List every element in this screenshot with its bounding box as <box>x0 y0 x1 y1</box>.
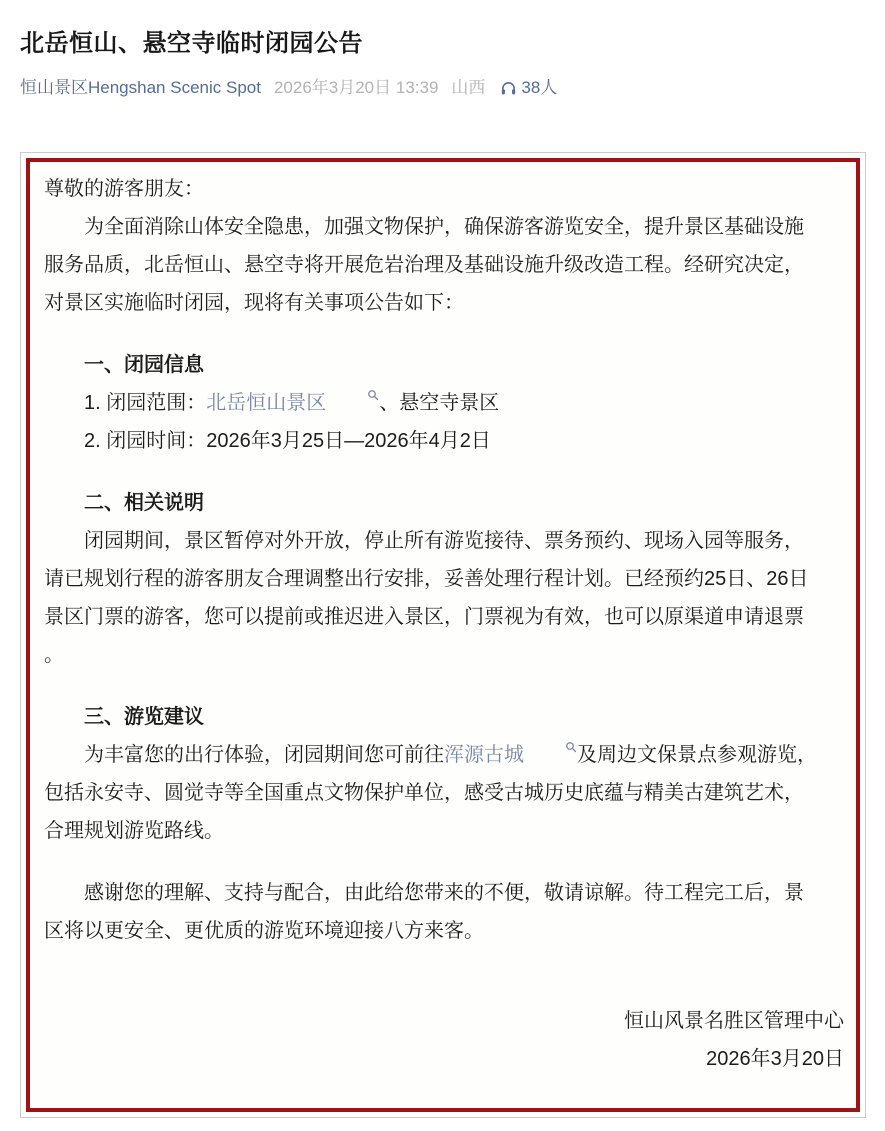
closure-time-item: 2. 闭园时间：2026年3月25日—2026年4月2日 <box>84 430 491 452</box>
hengshan-scenic-area-link[interactable]: 北岳恒山景区 <box>206 392 379 414</box>
section2-paragraph: 闭园期间，景区暂停对外开放，停止所有游览接待、票务预约、现场入园等服务，请已规划行程的游客朋友合理调整出行安排，妥善处理行程计划。已经预约25日、26日景区门票的游客，您可以提前或推迟进入景区，门票视为有效，也可以原渠道申请退票。 <box>44 530 809 666</box>
account-name-link[interactable]: 恒山景区Hengshan Scenic Spot <box>20 78 261 97</box>
intro-paragraph: 为全面消除山体安全隐患，加强文物保护，确保游客游览安全，提升景区基础设施服务品质，北岳恒山、悬空寺将开展危岩治理及基础设施升级改造工程。经研究决定，对景区实施临时闭园，现将有关事项公告如下： <box>44 216 804 314</box>
section3-prefix: 为丰富您的出行体验，闭园期间您可前往 <box>84 744 444 766</box>
publish-datetime: 2026年3月20日 13:39 <box>273 78 439 97</box>
section3-paragraph <box>44 736 822 850</box>
section3-heading: 三、游览建议 <box>84 706 204 728</box>
search-icon <box>327 389 379 401</box>
closure-scope-prefix: 1. 闭园范围： <box>84 392 207 414</box>
announcement-red-border-box <box>26 158 860 1112</box>
signature-block <box>44 1002 844 1078</box>
hunyuan-ancient-city-link[interactable]: 浑源古城 <box>444 744 577 766</box>
byline <box>20 76 865 100</box>
page-title: 北岳恒山、悬空寺临时闭园公告 <box>20 30 363 57</box>
section3-suffix: 及周边文保景点参观游览，包括永安寺、圆觉寺等全国重点文物保护单位，感受古城历史底蕴与精美古建筑艺术，合理规划游览路线。 <box>44 744 817 842</box>
thanks-paragraph: 感谢您的理解、支持与配合，由此给您带来的不便，敬请谅解。待工程完工后，景区将以更安全、更优质的游览环境迎接八方来客。 <box>44 882 804 942</box>
signature-date: 2026年3月20日 <box>706 1048 844 1070</box>
search-icon <box>525 741 577 753</box>
closure-scope-suffix: 、悬空寺景区 <box>379 392 500 414</box>
headphones-icon <box>500 80 521 97</box>
closure-scope-item <box>44 384 822 422</box>
section2-heading: 二、相关说明 <box>84 492 204 514</box>
article-header <box>0 0 885 100</box>
section1-heading: 一、闭园信息 <box>84 354 204 376</box>
signature-org: 恒山风景名胜区管理中心 <box>624 1010 844 1032</box>
salutation: 尊敬的游客朋友： <box>44 178 204 200</box>
announcement-image <box>20 152 866 1118</box>
listen-count: 38人 <box>521 78 558 97</box>
publish-location: 山西 <box>451 78 486 97</box>
listen-audio-control[interactable] <box>500 76 557 100</box>
